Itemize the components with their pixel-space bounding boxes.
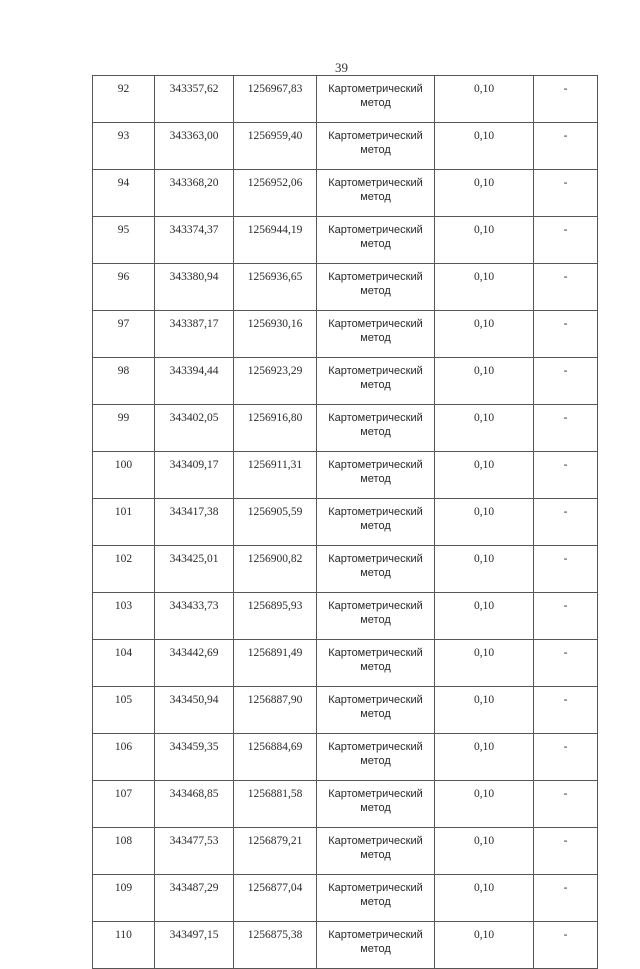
x-coordinate-cell: 343417,38 [155, 499, 234, 546]
method-line-2: метод [360, 285, 391, 297]
method-cell [317, 875, 435, 922]
accuracy-cell: 0,10 [435, 781, 534, 828]
table-row [93, 264, 598, 311]
note-cell: - [534, 311, 598, 358]
table-row [93, 781, 598, 828]
table-row [93, 687, 598, 734]
table-row [93, 452, 598, 499]
point-number-cell: 108 [93, 828, 155, 875]
y-coordinate-cell: 1256959,40 [234, 123, 317, 170]
method-line-2: метод [360, 708, 391, 720]
method-cell [317, 734, 435, 781]
table-row [93, 405, 598, 452]
x-coordinate-cell: 343497,15 [155, 922, 234, 969]
x-coordinate-cell: 343459,35 [155, 734, 234, 781]
point-number-cell: 96 [93, 264, 155, 311]
method-line-1: Картометрический [328, 882, 423, 894]
method-line-2: метод [360, 802, 391, 814]
x-coordinate-cell: 343394,44 [155, 358, 234, 405]
method-line-2: метод [360, 473, 391, 485]
point-number-cell: 104 [93, 640, 155, 687]
table-row [93, 123, 598, 170]
method-cell [317, 828, 435, 875]
method-cell [317, 264, 435, 311]
x-coordinate-cell: 343425,01 [155, 546, 234, 593]
table-row [93, 828, 598, 875]
method-cell [317, 640, 435, 687]
method-line-2: метод [360, 661, 391, 673]
note-cell: - [534, 640, 598, 687]
point-number-cell: 98 [93, 358, 155, 405]
point-number-cell: 103 [93, 593, 155, 640]
y-coordinate-cell: 1256952,06 [234, 170, 317, 217]
method-cell [317, 217, 435, 264]
method-line-1: Картометрический [328, 553, 423, 565]
y-coordinate-cell: 1256967,83 [234, 76, 317, 123]
note-cell: - [534, 922, 598, 969]
point-number-cell: 106 [93, 734, 155, 781]
point-number-cell: 102 [93, 546, 155, 593]
table-row [93, 922, 598, 969]
point-number-cell: 99 [93, 405, 155, 452]
method-line-2: метод [360, 379, 391, 391]
point-number-cell: 100 [93, 452, 155, 499]
note-cell: - [534, 123, 598, 170]
method-cell [317, 687, 435, 734]
table-row [93, 734, 598, 781]
table-row [93, 875, 598, 922]
accuracy-cell: 0,10 [435, 499, 534, 546]
method-cell [317, 123, 435, 170]
note-cell: - [534, 875, 598, 922]
method-line-1: Картометрический [328, 271, 423, 283]
accuracy-cell: 0,10 [435, 452, 534, 499]
method-line-1: Картометрический [328, 412, 423, 424]
table-row [93, 358, 598, 405]
method-line-1: Картометрический [328, 83, 423, 95]
note-cell: - [534, 828, 598, 875]
accuracy-cell: 0,10 [435, 405, 534, 452]
y-coordinate-cell: 1256884,69 [234, 734, 317, 781]
method-line-1: Картометрический [328, 647, 423, 659]
method-line-2: метод [360, 614, 391, 626]
note-cell: - [534, 405, 598, 452]
table-row [93, 499, 598, 546]
method-line-2: метод [360, 520, 391, 532]
point-number-cell: 107 [93, 781, 155, 828]
accuracy-cell: 0,10 [435, 546, 534, 593]
table-row [93, 311, 598, 358]
x-coordinate-cell: 343380,94 [155, 264, 234, 311]
accuracy-cell: 0,10 [435, 922, 534, 969]
accuracy-cell: 0,10 [435, 875, 534, 922]
accuracy-cell: 0,10 [435, 76, 534, 123]
point-number-cell: 110 [93, 922, 155, 969]
method-cell [317, 311, 435, 358]
accuracy-cell: 0,10 [435, 640, 534, 687]
method-line-2: метод [360, 97, 391, 109]
method-line-2: метод [360, 426, 391, 438]
x-coordinate-cell: 343363,00 [155, 123, 234, 170]
point-number-cell: 95 [93, 217, 155, 264]
accuracy-cell: 0,10 [435, 264, 534, 311]
x-coordinate-cell: 343374,37 [155, 217, 234, 264]
method-line-1: Картометрический [328, 788, 423, 800]
accuracy-cell: 0,10 [435, 734, 534, 781]
point-number-cell: 105 [93, 687, 155, 734]
x-coordinate-cell: 343477,53 [155, 828, 234, 875]
y-coordinate-cell: 1256916,80 [234, 405, 317, 452]
x-coordinate-cell: 343402,05 [155, 405, 234, 452]
table-row [93, 546, 598, 593]
point-number-cell: 97 [93, 311, 155, 358]
method-line-2: метод [360, 332, 391, 344]
method-line-1: Картометрический [328, 318, 423, 330]
y-coordinate-cell: 1256895,93 [234, 593, 317, 640]
method-line-2: метод [360, 943, 391, 955]
accuracy-cell: 0,10 [435, 687, 534, 734]
method-line-1: Картометрический [328, 459, 423, 471]
method-line-2: метод [360, 849, 391, 861]
y-coordinate-cell: 1256877,04 [234, 875, 317, 922]
x-coordinate-cell: 343442,69 [155, 640, 234, 687]
table-row [93, 76, 598, 123]
accuracy-cell: 0,10 [435, 593, 534, 640]
accuracy-cell: 0,10 [435, 828, 534, 875]
method-line-2: метод [360, 191, 391, 203]
point-number-cell: 109 [93, 875, 155, 922]
method-line-1: Картометрический [328, 365, 423, 377]
y-coordinate-cell: 1256875,38 [234, 922, 317, 969]
point-number-cell: 92 [93, 76, 155, 123]
point-number-cell: 94 [93, 170, 155, 217]
accuracy-cell: 0,10 [435, 170, 534, 217]
y-coordinate-cell: 1256923,29 [234, 358, 317, 405]
note-cell: - [534, 546, 598, 593]
note-cell: - [534, 781, 598, 828]
x-coordinate-cell: 343487,29 [155, 875, 234, 922]
method-cell [317, 499, 435, 546]
table-row [93, 640, 598, 687]
method-line-2: метод [360, 896, 391, 908]
page-number: 39 [335, 60, 348, 75]
method-cell [317, 922, 435, 969]
accuracy-cell: 0,10 [435, 358, 534, 405]
y-coordinate-cell: 1256944,19 [234, 217, 317, 264]
x-coordinate-cell: 343387,17 [155, 311, 234, 358]
y-coordinate-cell: 1256930,16 [234, 311, 317, 358]
y-coordinate-cell: 1256911,31 [234, 452, 317, 499]
point-number-cell: 101 [93, 499, 155, 546]
y-coordinate-cell: 1256936,65 [234, 264, 317, 311]
method-cell [317, 593, 435, 640]
coordinates-table [92, 75, 598, 969]
method-cell [317, 452, 435, 499]
x-coordinate-cell: 343468,85 [155, 781, 234, 828]
method-line-1: Картометрический [328, 929, 423, 941]
method-line-1: Картометрический [328, 600, 423, 612]
method-cell [317, 405, 435, 452]
x-coordinate-cell: 343433,73 [155, 593, 234, 640]
note-cell: - [534, 264, 598, 311]
y-coordinate-cell: 1256905,59 [234, 499, 317, 546]
note-cell: - [534, 217, 598, 264]
x-coordinate-cell: 343409,17 [155, 452, 234, 499]
method-cell [317, 781, 435, 828]
method-line-2: метод [360, 755, 391, 767]
table-row [93, 593, 598, 640]
method-line-2: метод [360, 238, 391, 250]
note-cell: - [534, 734, 598, 781]
y-coordinate-cell: 1256891,49 [234, 640, 317, 687]
method-line-1: Картометрический [328, 741, 423, 753]
note-cell: - [534, 170, 598, 217]
x-coordinate-cell: 343450,94 [155, 687, 234, 734]
note-cell: - [534, 687, 598, 734]
note-cell: - [534, 452, 598, 499]
method-line-2: метод [360, 144, 391, 156]
method-cell [317, 546, 435, 593]
note-cell: - [534, 358, 598, 405]
note-cell: - [534, 593, 598, 640]
note-cell: - [534, 76, 598, 123]
method-line-1: Картометрический [328, 506, 423, 518]
y-coordinate-cell: 1256900,82 [234, 546, 317, 593]
method-cell [317, 358, 435, 405]
x-coordinate-cell: 343357,62 [155, 76, 234, 123]
table-row [93, 170, 598, 217]
accuracy-cell: 0,10 [435, 217, 534, 264]
method-cell [317, 170, 435, 217]
table-body [93, 76, 598, 969]
table-row [93, 217, 598, 264]
method-line-1: Картометрический [328, 694, 423, 706]
note-cell: - [534, 499, 598, 546]
x-coordinate-cell: 343368,20 [155, 170, 234, 217]
method-line-1: Картометрический [328, 224, 423, 236]
y-coordinate-cell: 1256879,21 [234, 828, 317, 875]
y-coordinate-cell: 1256887,90 [234, 687, 317, 734]
y-coordinate-cell: 1256881,58 [234, 781, 317, 828]
method-line-1: Картометрический [328, 130, 423, 142]
method-line-1: Картометрический [328, 835, 423, 847]
accuracy-cell: 0,10 [435, 123, 534, 170]
method-line-2: метод [360, 567, 391, 579]
method-cell [317, 76, 435, 123]
method-line-1: Картометрический [328, 177, 423, 189]
point-number-cell: 93 [93, 123, 155, 170]
accuracy-cell: 0,10 [435, 311, 534, 358]
